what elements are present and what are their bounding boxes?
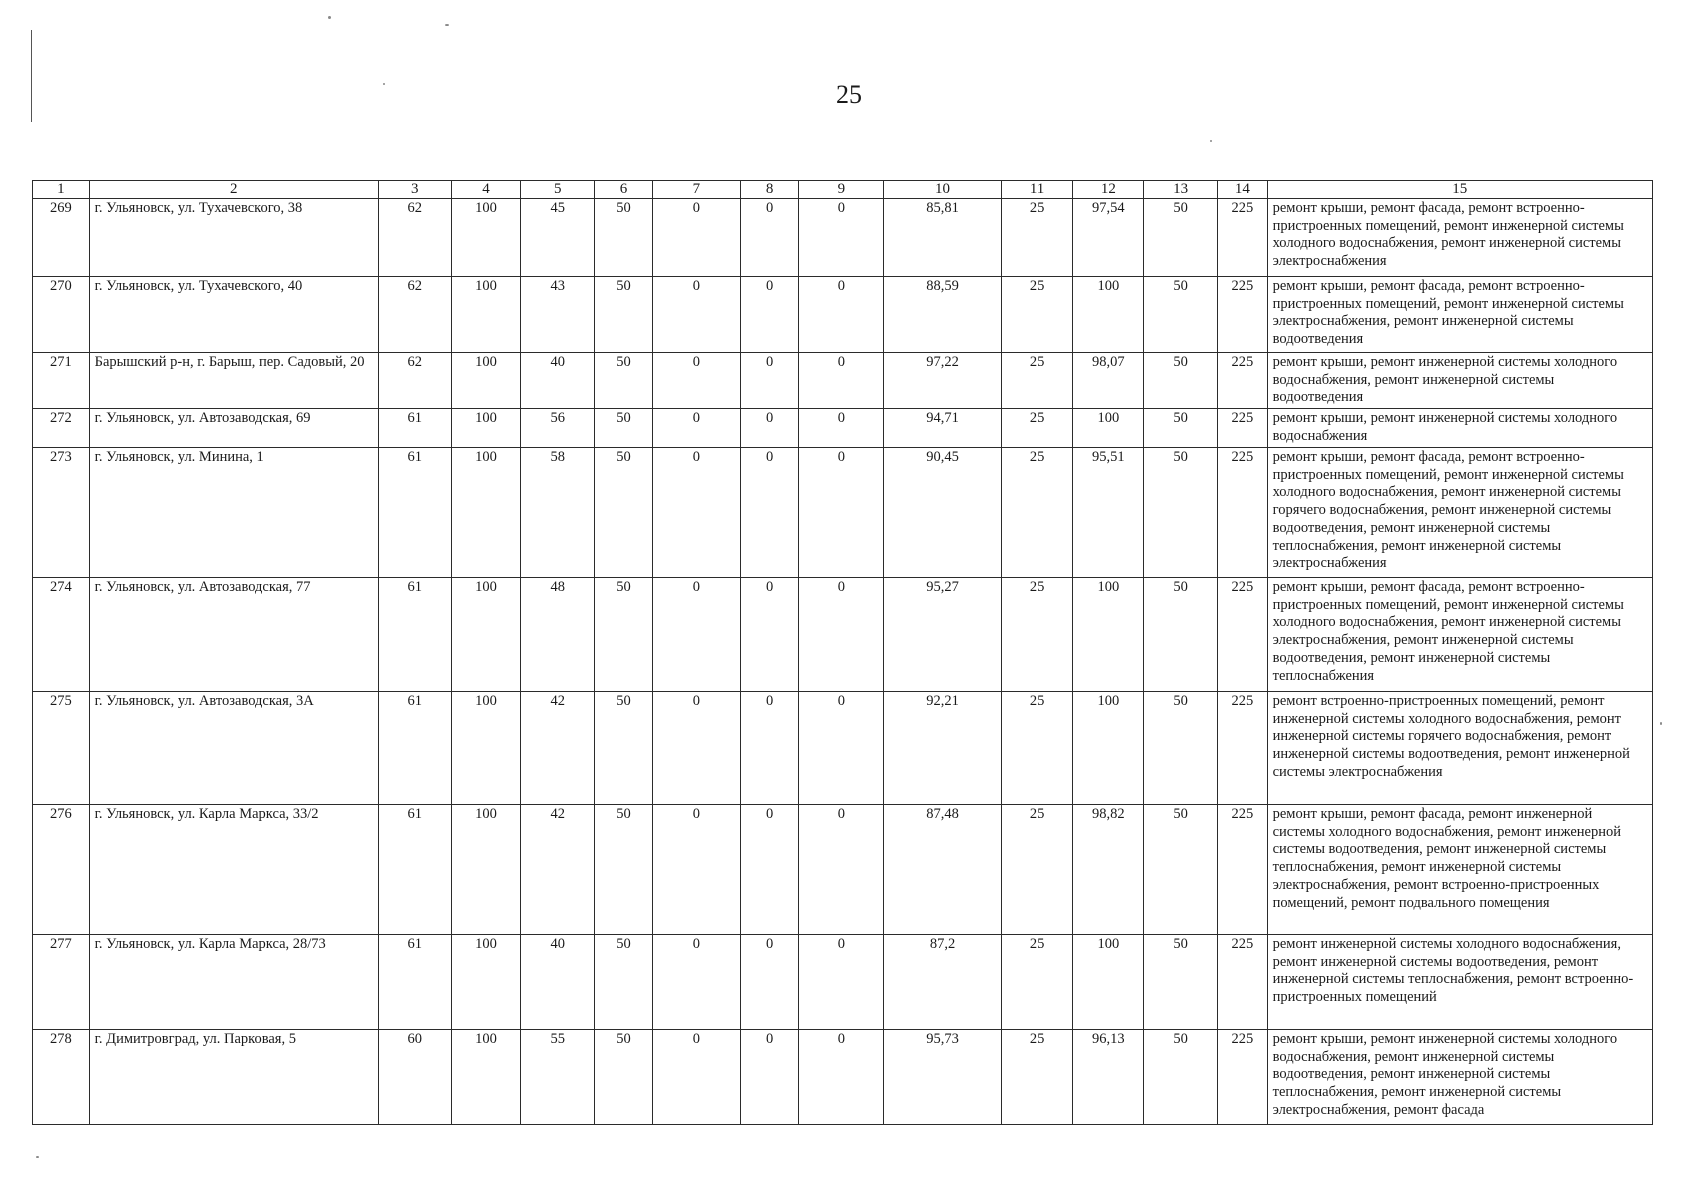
value-cell: 100: [451, 409, 521, 448]
row-number-cell: 276: [33, 805, 90, 935]
value-cell: 50: [595, 1030, 653, 1125]
value-cell: 25: [1001, 578, 1073, 692]
address-cell: г. Ульяновск, ул. Карла Маркса, 28/73: [89, 935, 378, 1030]
column-header: 1: [33, 181, 90, 199]
value-cell: 225: [1218, 448, 1268, 578]
value-cell: 225: [1218, 353, 1268, 409]
value-cell: 62: [378, 277, 451, 353]
value-cell: 25: [1001, 448, 1073, 578]
value-cell: 50: [595, 935, 653, 1030]
value-cell: 25: [1001, 199, 1073, 277]
value-cell: 98,07: [1073, 353, 1144, 409]
repair-works-cell: ремонт крыши, ремонт фасада, ремонт встроенно-пристроенных помещений, ремонт инженерной системы электроснабжения, ремонт инженерной системы водоотведения: [1267, 277, 1652, 353]
column-header: 8: [740, 181, 799, 199]
row-number-cell: 278: [33, 1030, 90, 1125]
value-cell: 25: [1001, 935, 1073, 1030]
table-row: [33, 1030, 1653, 1125]
table-row: [33, 409, 1653, 448]
row-number-cell: 273: [33, 448, 90, 578]
value-cell: 100: [451, 448, 521, 578]
scan-speck: [1210, 140, 1212, 142]
value-cell: 60: [378, 1030, 451, 1125]
value-cell: 100: [1073, 578, 1144, 692]
repair-register-table: [32, 180, 1653, 1125]
value-cell: 88,59: [884, 277, 1001, 353]
value-cell: 225: [1218, 692, 1268, 805]
row-number-cell: 269: [33, 199, 90, 277]
address-cell: г. Ульяновск, ул. Тухачевского, 38: [89, 199, 378, 277]
value-cell: 0: [799, 353, 884, 409]
value-cell: 100: [451, 1030, 521, 1125]
value-cell: 48: [521, 578, 595, 692]
value-cell: 100: [1073, 935, 1144, 1030]
value-cell: 58: [521, 448, 595, 578]
value-cell: 0: [652, 409, 740, 448]
value-cell: 0: [799, 805, 884, 935]
value-cell: 0: [799, 409, 884, 448]
table-row: [33, 448, 1653, 578]
value-cell: 225: [1218, 277, 1268, 353]
repair-works-cell: ремонт крыши, ремонт инженерной системы холодного водоснабжения: [1267, 409, 1652, 448]
value-cell: 0: [740, 277, 799, 353]
value-cell: 95,51: [1073, 448, 1144, 578]
value-cell: 56: [521, 409, 595, 448]
value-cell: 50: [595, 692, 653, 805]
value-cell: 0: [652, 578, 740, 692]
scan-speck: [36, 1156, 39, 1158]
value-cell: 100: [1073, 692, 1144, 805]
value-cell: 50: [1144, 692, 1218, 805]
value-cell: 100: [451, 199, 521, 277]
column-header: 13: [1144, 181, 1218, 199]
repair-works-cell: ремонт крыши, ремонт фасада, ремонт инженерной системы холодного водоснабжения, ремонт инженерной системы водоотведения, ремонт инженерной системы теплоснабжения, ремонт инженерной системы электроснабжения, ремонт встроенно-пристроенных помещений, ремонт подвального помещения: [1267, 805, 1652, 935]
address-cell: г. Ульяновск, ул. Карла Маркса, 33/2: [89, 805, 378, 935]
column-header: 3: [378, 181, 451, 199]
value-cell: 61: [378, 409, 451, 448]
value-cell: 50: [1144, 409, 1218, 448]
repair-works-cell: ремонт крыши, ремонт инженерной системы холодного водоснабжения, ремонт инженерной системы водоотведения: [1267, 353, 1652, 409]
value-cell: 225: [1218, 578, 1268, 692]
column-header: 7: [652, 181, 740, 199]
address-cell: г. Ульяновск, ул. Автозаводская, 77: [89, 578, 378, 692]
value-cell: 50: [595, 353, 653, 409]
value-cell: 0: [652, 277, 740, 353]
row-number-cell: 274: [33, 578, 90, 692]
value-cell: 0: [799, 935, 884, 1030]
value-cell: 40: [521, 353, 595, 409]
value-cell: 87,2: [884, 935, 1001, 1030]
address-cell: Барышский р-н, г. Барыш, пер. Садовый, 20: [89, 353, 378, 409]
value-cell: 95,73: [884, 1030, 1001, 1125]
row-number-cell: 272: [33, 409, 90, 448]
column-header: 4: [451, 181, 521, 199]
column-header: 14: [1218, 181, 1268, 199]
value-cell: 55: [521, 1030, 595, 1125]
table-row: [33, 353, 1653, 409]
value-cell: 25: [1001, 277, 1073, 353]
column-header: 6: [595, 181, 653, 199]
value-cell: 0: [740, 1030, 799, 1125]
value-cell: 0: [652, 1030, 740, 1125]
table-row: [33, 805, 1653, 935]
address-cell: г. Димитровград, ул. Парковая, 5: [89, 1030, 378, 1125]
value-cell: 0: [740, 578, 799, 692]
value-cell: 0: [740, 409, 799, 448]
value-cell: 85,81: [884, 199, 1001, 277]
value-cell: 45: [521, 199, 595, 277]
value-cell: 42: [521, 805, 595, 935]
value-cell: 50: [595, 199, 653, 277]
value-cell: 90,45: [884, 448, 1001, 578]
table-row: [33, 277, 1653, 353]
page-number: 25: [836, 80, 862, 109]
repair-works-cell: ремонт крыши, ремонт фасада, ремонт встроенно-пристроенных помещений, ремонт инженерной системы холодного водоснабжения, ремонт инженерной системы электроснабжения, ремонт инженерной системы водоотведения, ремонт инженерной системы теплоснабжения: [1267, 578, 1652, 692]
value-cell: 0: [799, 692, 884, 805]
value-cell: 50: [1144, 805, 1218, 935]
value-cell: 0: [740, 353, 799, 409]
value-cell: 100: [451, 353, 521, 409]
value-cell: 100: [451, 277, 521, 353]
value-cell: 95,27: [884, 578, 1001, 692]
value-cell: 0: [652, 935, 740, 1030]
value-cell: 100: [451, 805, 521, 935]
address-cell: г. Ульяновск, ул. Автозаводская, 69: [89, 409, 378, 448]
value-cell: 50: [1144, 1030, 1218, 1125]
value-cell: 50: [595, 805, 653, 935]
value-cell: 50: [1144, 199, 1218, 277]
value-cell: 50: [1144, 448, 1218, 578]
value-cell: 96,13: [1073, 1030, 1144, 1125]
repair-works-cell: ремонт крыши, ремонт фасада, ремонт встроенно-пристроенных помещений, ремонт инженерной системы холодного водоснабжения, ремонт инженерной системы электроснабжения: [1267, 199, 1652, 277]
column-header: 5: [521, 181, 595, 199]
scan-speck: [328, 16, 331, 19]
value-cell: 62: [378, 199, 451, 277]
repair-works-cell: ремонт инженерной системы холодного водоснабжения, ремонт инженерной системы водоотведения, ремонт инженерной системы теплоснабжения, ремонт встроенно-пристроенных помещений: [1267, 935, 1652, 1030]
value-cell: 100: [451, 578, 521, 692]
value-cell: 0: [799, 578, 884, 692]
value-cell: 225: [1218, 1030, 1268, 1125]
address-cell: г. Ульяновск, ул. Минина, 1: [89, 448, 378, 578]
value-cell: 0: [740, 692, 799, 805]
address-cell: г. Ульяновск, ул. Автозаводская, 3А: [89, 692, 378, 805]
value-cell: 0: [799, 1030, 884, 1125]
column-header: 2: [89, 181, 378, 199]
value-cell: 0: [740, 805, 799, 935]
value-cell: 25: [1001, 409, 1073, 448]
value-cell: 100: [1073, 409, 1144, 448]
value-cell: 50: [1144, 578, 1218, 692]
value-cell: 100: [451, 935, 521, 1030]
repair-works-cell: ремонт встроенно-пристроенных помещений, ремонт инженерной системы холодного водоснабжения, ремонт инженерной системы горячего водоснабжения, ремонт инженерной системы водоотведения, ремонт инженерной системы электроснабжения: [1267, 692, 1652, 805]
value-cell: 225: [1218, 805, 1268, 935]
value-cell: 0: [799, 448, 884, 578]
value-cell: 25: [1001, 353, 1073, 409]
value-cell: 50: [1144, 353, 1218, 409]
value-cell: 0: [652, 353, 740, 409]
value-cell: 25: [1001, 805, 1073, 935]
row-number-cell: 275: [33, 692, 90, 805]
row-number-cell: 271: [33, 353, 90, 409]
address-cell: г. Ульяновск, ул. Тухачевского, 40: [89, 277, 378, 353]
value-cell: 225: [1218, 199, 1268, 277]
value-cell: 225: [1218, 935, 1268, 1030]
scan-speck: [1660, 722, 1662, 725]
value-cell: 0: [740, 448, 799, 578]
table-row: [33, 935, 1653, 1030]
value-cell: 50: [1144, 935, 1218, 1030]
value-cell: 50: [595, 448, 653, 578]
row-number-cell: 277: [33, 935, 90, 1030]
value-cell: 0: [652, 448, 740, 578]
value-cell: 94,71: [884, 409, 1001, 448]
value-cell: 100: [451, 692, 521, 805]
column-header: 12: [1073, 181, 1144, 199]
value-cell: 0: [740, 935, 799, 1030]
value-cell: 50: [595, 578, 653, 692]
value-cell: 225: [1218, 409, 1268, 448]
column-number-row: [33, 181, 1653, 199]
value-cell: 98,82: [1073, 805, 1144, 935]
value-cell: 42: [521, 692, 595, 805]
value-cell: 50: [1144, 277, 1218, 353]
value-cell: 97,54: [1073, 199, 1144, 277]
table-row: [33, 578, 1653, 692]
value-cell: 61: [378, 448, 451, 578]
value-cell: 61: [378, 805, 451, 935]
row-number-cell: 270: [33, 277, 90, 353]
table-row: [33, 692, 1653, 805]
column-header: 15: [1267, 181, 1652, 199]
value-cell: 61: [378, 935, 451, 1030]
value-cell: 43: [521, 277, 595, 353]
value-cell: 87,48: [884, 805, 1001, 935]
value-cell: 0: [652, 805, 740, 935]
value-cell: 25: [1001, 1030, 1073, 1125]
value-cell: 97,22: [884, 353, 1001, 409]
value-cell: 100: [1073, 277, 1144, 353]
column-header: 10: [884, 181, 1001, 199]
repair-works-cell: ремонт крыши, ремонт фасада, ремонт встроенно-пристроенных помещений, ремонт инженерной системы холодного водоснабжения, ремонт инженерной системы горячего водоснабжения, ремонт инженерной системы водоотведения, ремонт инженерной системы теплоснабжения, ремонт инженерной системы электроснабжения: [1267, 448, 1652, 578]
value-cell: 61: [378, 578, 451, 692]
column-header: 9: [799, 181, 884, 199]
table-row: [33, 199, 1653, 277]
value-cell: 62: [378, 353, 451, 409]
value-cell: 61: [378, 692, 451, 805]
value-cell: 0: [799, 277, 884, 353]
scan-speck: [445, 24, 449, 26]
column-header: 11: [1001, 181, 1073, 199]
value-cell: 0: [652, 199, 740, 277]
value-cell: 25: [1001, 692, 1073, 805]
repair-works-cell: ремонт крыши, ремонт инженерной системы холодного водоснабжения, ремонт инженерной системы водоотведения, ремонт инженерной системы теплоснабжения, ремонт инженерной системы электроснабжения, ремонт фасада: [1267, 1030, 1652, 1125]
value-cell: 50: [595, 277, 653, 353]
value-cell: 0: [799, 199, 884, 277]
value-cell: 50: [595, 409, 653, 448]
value-cell: 0: [652, 692, 740, 805]
value-cell: 0: [740, 199, 799, 277]
value-cell: 92,21: [884, 692, 1001, 805]
value-cell: 40: [521, 935, 595, 1030]
